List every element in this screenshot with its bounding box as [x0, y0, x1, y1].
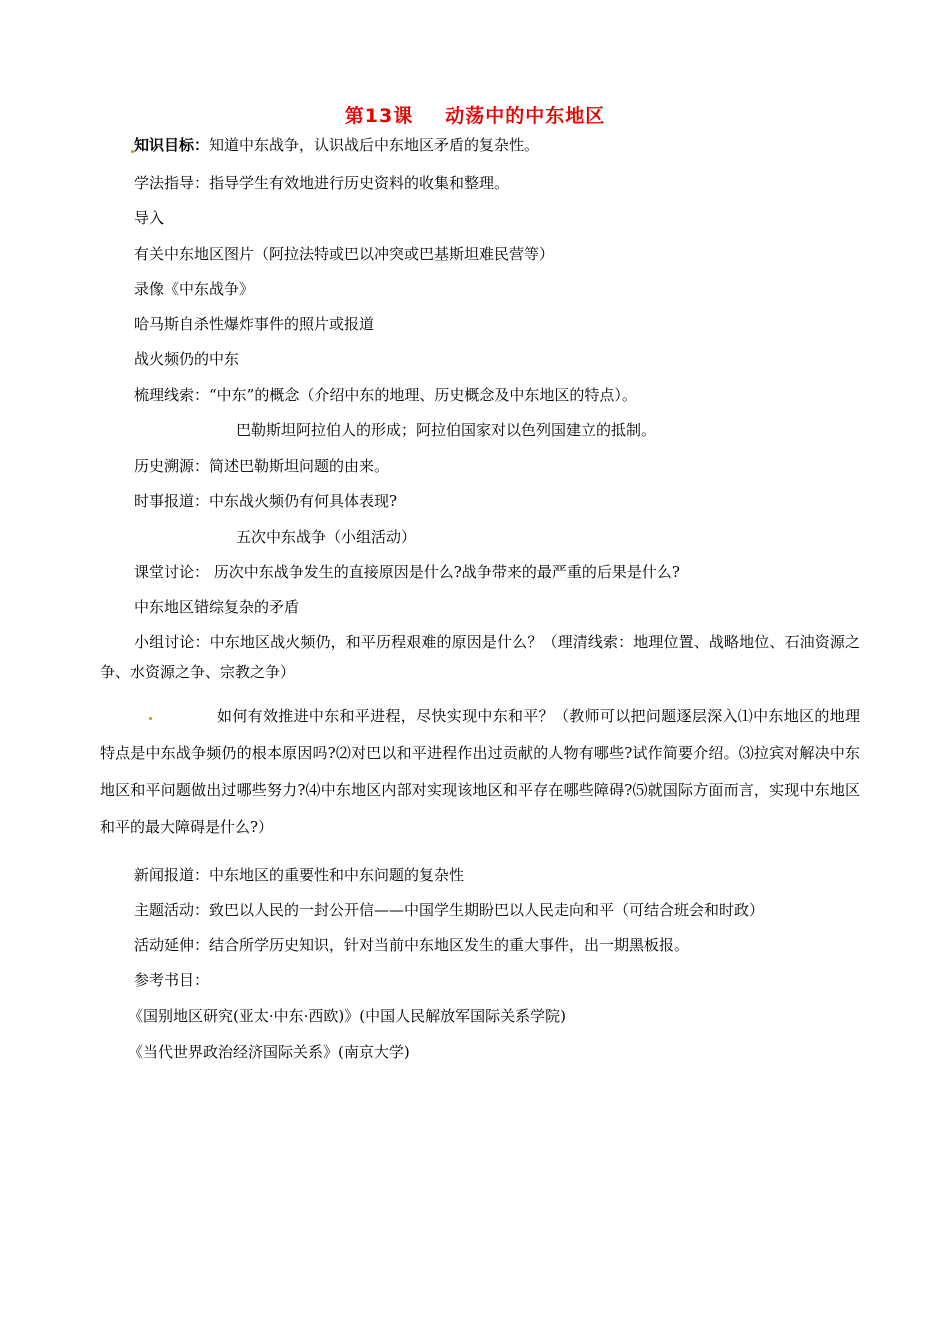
peace-question: 如何有效推进中东和平进程，尽快实现中东和平？（教师可以把问题逐层深入⑴中东地区的地理特点是中东战争频仍的根本原因吗?⑵对巴以和平进程作出过贡献的人物有哪些?试作简要介绍。⑶拉宾对解决中东地区和平问题做出过哪些努力?⑷中东地区内部对实现该地区和平存在哪些障碍?⑸就国际方面而言，实现中东地区和平的最大障碍是什么?）	[100, 707, 860, 836]
knowledge-goal	[134, 136, 539, 154]
intro-video: 录像《中东战争》	[134, 280, 255, 298]
marker-dot	[131, 150, 134, 153]
history-trace: 历史溯源：简述巴勒斯坦问题的由来。	[134, 457, 390, 475]
reference-2: 《当代世界政治经济国际关系》(南京大学)	[128, 1043, 410, 1061]
lesson-name: 动荡中的中东地区	[445, 105, 606, 127]
clue-line: 梳理线索：“中东”的概念（介绍中东的地理、历史概念及中东地区的特点）。	[134, 386, 637, 404]
group-discussion: 小组讨论：中东地区战火频仍，和平历程艰难的原因是什么？（理清线索：地理位置、战略地位、石油资源之争、水资源之争、宗教之争）	[100, 633, 860, 681]
goal-text: 知道中东战争，认识战后中东地区矛盾的复杂性。	[209, 136, 540, 154]
lesson-title	[0, 101, 950, 128]
intro-pictures: 有关中东地区图片（阿拉法特或巴以冲突或巴基斯坦难民营等）	[134, 245, 555, 263]
class-discussion: 课堂讨论： 历次中东战争发生的直接原因是什么?战争带来的最严重的后果是什么?	[134, 563, 680, 581]
method-guide: 学法指导：指导学生有效地进行历史资料的收集和整理。	[134, 174, 510, 192]
section-conflict: 中东地区错综复杂的矛盾	[134, 598, 300, 616]
intro-heading: 导入	[134, 209, 165, 227]
activity-extension: 活动延伸：结合所学历史知识，针对当前中东地区发生的重大事件，出一期黑板报。	[134, 936, 690, 954]
goal-label: 知识目标：	[134, 136, 210, 154]
intro-hamas: 哈马斯自杀性爆炸事件的照片或报道	[134, 315, 375, 333]
clue-line-2: 巴勒斯坦阿拉伯人的形成；阿拉伯国家对以色列国建立的抵制。	[236, 421, 657, 439]
theme-activity: 主题活动：致巴以人民的一封公开信——中国学生期盼巴以人民走向和平（可结合班会和时政）	[134, 901, 765, 919]
five-wars: 五次中东战争（小组活动）	[236, 528, 417, 546]
reference-1: 《国别地区研究(亚太·中东·西欧)》(中国人民解放军国际关系学院)	[128, 1007, 566, 1025]
news-report: 新闻报道：中东地区的重要性和中东问题的复杂性	[134, 866, 465, 884]
section-war: 战火频仍的中东	[134, 350, 240, 368]
current-news: 时事报道：中东战火频仍有何具体表现?	[134, 492, 398, 510]
references-label: 参考书目：	[134, 971, 210, 989]
lesson-number: 第13课	[344, 105, 414, 127]
